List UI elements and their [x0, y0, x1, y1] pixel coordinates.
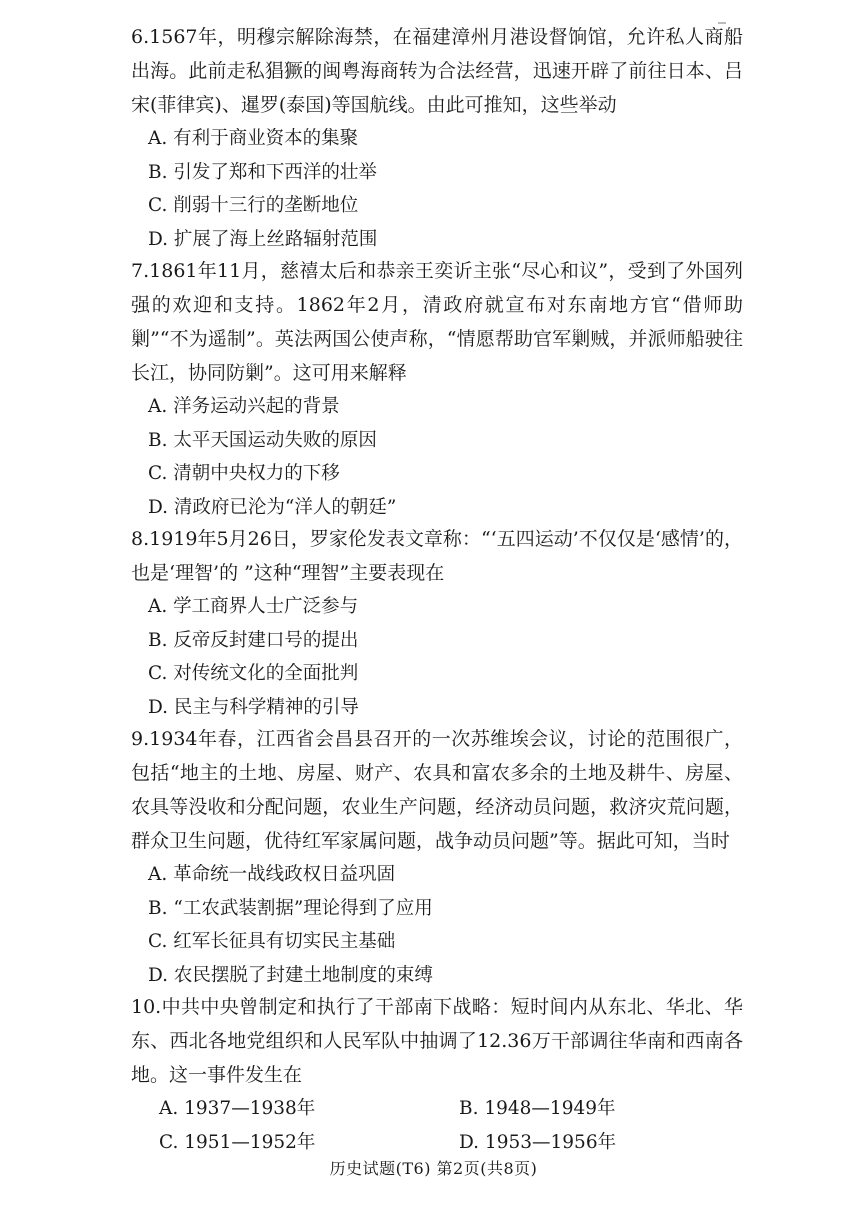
- question-9: [131, 722, 743, 992]
- option-c: C. 1951—1952年: [159, 1132, 316, 1153]
- question-stem: [131, 522, 743, 590]
- option-b: B. 太平天国运动失败的原因: [148, 429, 377, 451]
- option-b: B. “工农武装割据”理论得到了应用: [148, 897, 433, 919]
- page-footer: 历史试题(T6) 第2页(共8页): [329, 1159, 538, 1178]
- question-number: 10.: [131, 996, 162, 1018]
- question-number: 7.: [131, 260, 150, 282]
- question-number: 9.: [131, 728, 150, 750]
- option-grid: [131, 1092, 743, 1160]
- option-d: D. 清政府已沦为“洋人的朝廷”: [148, 496, 397, 518]
- option-a: A. 1937—1938年: [159, 1098, 316, 1119]
- question-stem: [131, 254, 743, 390]
- question-7: [131, 254, 743, 524]
- option-c: C. 清朝中央权力的下移: [148, 463, 340, 484]
- option-d: D. 农民摆脱了封建土地制度的束缚: [148, 964, 433, 986]
- question-stem: [131, 722, 743, 858]
- question-6: [131, 20, 743, 256]
- option-b: B. 反帝反封建口号的提出: [148, 629, 359, 651]
- option-b: B. 引发了郑和下西洋的壮举: [148, 161, 377, 183]
- question-stem: [131, 20, 743, 122]
- option-b: B. 1948—1949年: [459, 1098, 616, 1119]
- question-number: 6.: [131, 26, 150, 48]
- option-a: A. 学工商界人士广泛参与: [148, 596, 359, 617]
- option-d: D. 1953—1956年: [459, 1132, 617, 1153]
- question-number: 8.: [131, 528, 150, 550]
- question-10: [131, 990, 743, 1160]
- question-text: 1934年春，江西省会昌县召开的一次苏维埃会议，讨论的范围很广，包括“地主的土地、房屋、财产、农具和富农多余的土地及耕牛、房屋、农具等没收和分配问题，农业生产问题，经济动员问题，救济灾荒问题，群众卫生问题，优待红军家属问题，战争动员问题”等。据此可知，当时: [131, 728, 743, 852]
- option-a: A. 革命统一战线政权日益巩固: [148, 864, 396, 885]
- question-text: 中共中央曾制定和执行了干部南下战略：短时间内从东北、华北、华东、西北各地党组织和人民军队中抽调了12.36万干部调往华南和西南各地。这一事件发生在: [131, 996, 743, 1086]
- option-c: C. 红军长征具有切实民主基础: [148, 931, 396, 952]
- option-c: C. 对传统文化的全面批判: [148, 663, 359, 684]
- question-8: [131, 522, 743, 724]
- option-d: D. 民主与科学精神的引导: [148, 696, 359, 718]
- option-a: A. 洋务运动兴起的背景: [148, 396, 340, 417]
- option-a: A. 有利于商业资本的集聚: [148, 128, 359, 149]
- question-text: 1861年11月，慈禧太后和恭亲王奕䜣主张“尽心和议”，受到了外国列强的欢迎和支持。1862年2月，清政府就宣布对东南地方官“借师助剿”“不为遥制”。英法两国公使声称，“情愿帮助官军剿贼，并派师船驶往长江，协同防剿”。这可用来解释: [131, 260, 743, 384]
- option-d: D. 扩展了海上丝路辐射范围: [148, 228, 378, 250]
- question-text: 1919年5月26日，罗家伦发表文章称：“‘五四运动’不仅仅是‘感情’的，也是‘理智’的 ”这种“理智”主要表现在: [131, 528, 743, 584]
- option-c: C. 削弱十三行的垄断地位: [148, 195, 359, 216]
- question-text: 1567年，明穆宗解除海禁，在福建漳州月港设督饷馆，允许私人商船出海。此前走私猖獗的闽粤海商转为合法经营，迅速开辟了前往日本、吕宋(菲律宾)、暹罗(泰国)等国航线。由此可推知，这些举动: [131, 26, 743, 116]
- question-stem: [131, 990, 743, 1092]
